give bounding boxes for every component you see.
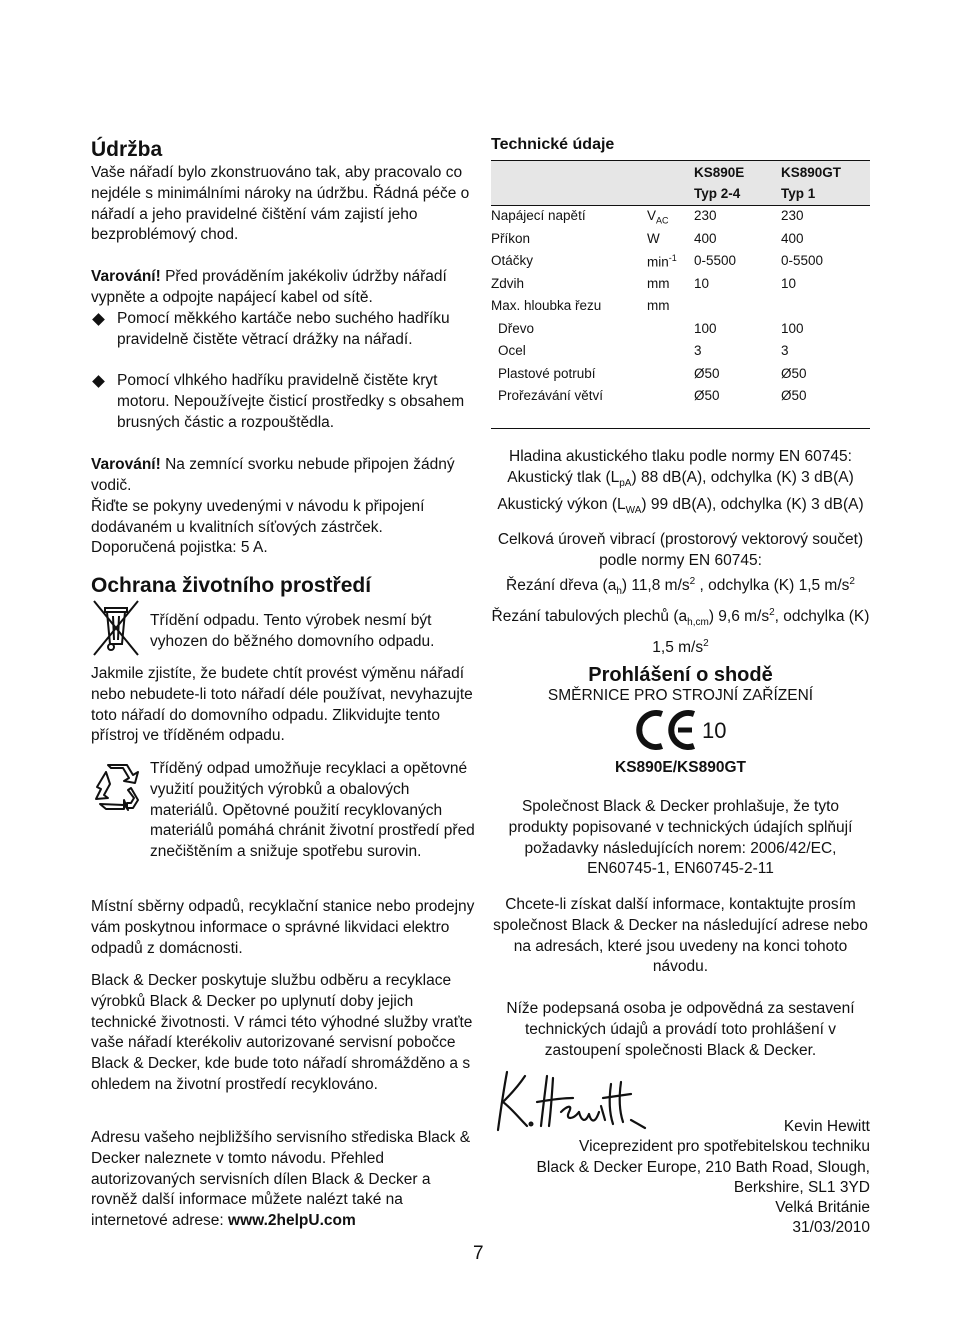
bullet-text: Pomocí vlhkého hadříku pravidelně čistěte kryt motoru. Nepoužívejte čisticí prostředky s obsahem brusných částic a rozpouštědla. [117,372,465,431]
company-city: Berkshire, SL1 3YD [733,1178,870,1196]
recycling-text: Tříděný odpad umožňuje recyklaci a opětovné využití použitých výrobků a obalových materiálů. Opětovné použití recyklovaných materiálů pomáhá chránit životní prostředí před znečištěním a snižuje spotřebu surovin. [150,760,475,861]
row-value-model2: 3 [781,343,789,358]
vibration-wood [491,572,870,603]
sound-power [491,495,870,522]
grounding-warning [91,455,476,497]
website-link[interactable]: www.2helpU.com [228,1212,356,1230]
text: , odchylka (K) 1,5 m/s [652,607,870,656]
ce-mark [636,708,736,752]
plug-instructions: Řiďte se pokyny uvedenými v návodu k připojení dodávaném u kvalitních síťových zástrček. [91,498,425,536]
declaration-date: 31/03/2010 [792,1219,870,1237]
row-label: Max. hloubka řezu [491,298,602,313]
tech-table-header [491,160,870,205]
maintenance-warning [91,267,476,309]
row-unit [647,253,677,270]
row-value-model2: Ø50 [781,388,807,403]
model-name: KS890GT [781,165,842,180]
company-country: Velká Británie [775,1199,870,1217]
row-unit: mm [647,276,670,291]
waste-separation-text: Třídění odpadu. Tento výrobek nesmí být vyhozen do běžného domovního odpadu. [150,612,435,650]
superscript: 2 [689,575,696,587]
bullet-item [91,371,476,433]
signer-name: Kevin Hewitt [783,1118,870,1135]
row-value-model2: 0-5500 [781,253,824,268]
conformity-statement: Společnost Black & Decker prohlašuje, že tyto produkty popisované v technických údajích splňují požadavky následujících norem: 2006/42/EC, EN60745-1, EN60745-2-11 [508,798,853,878]
subscript: h [616,585,622,597]
vibration-sheet [491,603,870,659]
table-row [491,253,870,275]
row-value-model1: Ø50 [694,366,720,381]
warning-text: Na zemnící svorku nebude připojen žádný vodič. [91,456,455,494]
row-value-model1: 400 [694,231,717,246]
table-row [491,208,870,230]
text: ) 9,6 m/s [708,607,770,625]
ce-year: 10 [702,718,727,743]
noise-block [491,447,870,521]
row-value-model1: 10 [694,276,710,291]
row-value-model2: Ø50 [781,366,807,381]
row-unit: mm [647,298,670,313]
vibration-standard: Celková úroveň vibrací (prostorový vektorový součet) podle normy EN 60745: [497,531,864,569]
row-unit: W [647,231,660,246]
unit-text: min [647,254,669,270]
text: Řezání tabulových plechů (a [491,607,688,625]
row-value-model2: 230 [781,208,804,223]
row-label: Prořezávání větví [498,388,604,403]
subscript: h,cm [687,616,709,628]
bullet-text: Pomocí měkkého kartáče nebo suchého hadříku pravidelně čistěte větrací drážky na nářadí. [117,310,450,348]
row-unit [647,208,669,226]
recycling-symbol-icon [91,762,143,812]
row-label: Napájecí napětí [491,208,586,223]
warning-label: Varování! [91,456,161,473]
text: ) 88 dB(A), odchylka (K) 3 dB(A) [631,468,854,486]
row-label: Zdvih [491,276,525,291]
replacement-text: Jakmile zjistíte, že budete chtít provést výměnu nářadí nebo nebudete-li toto nářadí déle používat, nevyhazujte toto nářadí do domovního odpadu. Zlikvidujte tento přístroj ve tříděném odpadu. [91,665,473,745]
sound-pressure [491,468,870,495]
bullet-item [91,309,476,351]
row-label: Plastové potrubí [498,366,596,381]
table-row [491,321,870,343]
machinery-directive: SMĚRNICE PRO STROJNÍ ZAŘÍZENÍ [547,687,814,704]
noise-standard: Hladina akustického tlaku podle normy EN 60745: [509,448,852,465]
model-type: Typ 2-4 [694,186,741,201]
ce-logo-icon [636,708,700,752]
unit-subscript: AC [656,215,669,226]
text: ) 99 dB(A), odchylka (K) 3 dB(A) [641,495,864,513]
row-value-model2: 400 [781,231,804,246]
table-row [491,298,870,320]
maintenance-title: Údržba [91,138,163,161]
table-bottom-rule [491,428,870,429]
subscript: pA [619,477,632,489]
table-header-rule [491,205,870,206]
contact-info: Chcete-li získat další informace, kontaktujte prosím společnost Black & Decker na následující adrese nebo na adresách, které jsou uvedeny na konci tohoto návodu. [493,896,868,976]
row-value-model1: 100 [694,321,717,336]
row-value-model2: 10 [781,276,797,291]
subscript: WA [625,504,642,516]
row-value-model1: 0-5500 [694,253,737,268]
table-row [491,343,870,365]
diamond-bullet-icon [92,375,105,388]
warning-label: Varování! [91,268,161,285]
superscript: 2 [703,637,709,649]
environment-title: Ochrana životního prostředí [91,574,372,597]
recycling-service-text: Black & Decker poskytuje službu odběru a recyklace výrobků Black & Decker po uplynutí doby jejich technické životnosti. V rámci této výhodné služby vraťte vaše nářadí kterékoliv autorizované servisní pobočce Black & Decker, kde bude toto nářadí shromážděno a s ohledem na životní prostředí recyklováno. [91,972,473,1093]
text: Řezání dřeva (a [506,576,617,594]
table-row [491,366,870,388]
row-value-model1: 3 [694,343,702,358]
responsible-person: Níže podepsaná osoba je odpovědná za sestavení technických údajů a provádí toto prohlášení v zastoupení společnosti Black & Decker. [506,1000,855,1059]
row-value-model1: 230 [694,208,717,223]
signer-title: Viceprezident pro spotřebitelskou techniku [579,1138,870,1156]
text: Akustický tlak (L [507,468,620,486]
text: Akustický výkon (L [497,495,626,513]
text: , odchylka (K) 1,5 m/s [695,576,850,594]
row-label: Příkon [491,231,531,246]
page-number: 7 [473,1243,484,1264]
maintenance-intro: Vaše nářadí bylo zkonstruováno tak, aby pracovalo co nejdéle s minimálními nároky na údržbu. Řádná péče o nářadí a jeho pravidelné čištění vám zajistí jeho bezproblémový chod. [91,164,470,244]
company-address: Black & Decker Europe, 210 Bath Road, Slough, [536,1158,870,1176]
vibration-block [491,530,870,658]
unit-text: V [647,208,657,223]
row-label: Ocel [498,343,526,358]
superscript: 2 [849,575,855,587]
superscript: 2 [769,606,775,618]
row-value-model1: Ø50 [694,388,720,403]
table-top-rule [491,160,870,161]
tech-data-title: Technické údaje [491,136,615,153]
row-label: Otáčky [491,253,534,268]
crossed-wheelie-bin-icon [91,598,141,658]
service-address-text [91,1128,476,1232]
address-text: Adresu vašeho nejbližšího servisního střediska Black & Decker naleznete v tomto návodu. Přehled autorizovaných servisních dílen Black & Decker a rovněž další informace můžete nalézt také na internetové adrese: [91,1129,471,1230]
local-collection-text: Místní sběrny odpadů, recyklační stanice nebo prodejny vám poskytnou informace o správné likvidaci elektro odpadů z domácnosti. [91,898,475,957]
signer-block [491,1117,870,1239]
row-value-model2: 100 [781,321,804,336]
model-type: Typ 1 [781,186,816,201]
model-name: KS890E [694,165,745,180]
fuse-recommendation: Doporučená pojistka: 5 A. [91,539,268,556]
table-row [491,231,870,253]
unit-superscript: -1 [668,253,677,263]
declared-models: KS890E/KS890GT [615,759,746,776]
declaration-title: Prohlášení o shodě [588,664,773,686]
table-row [491,276,870,298]
diamond-bullet-icon [92,313,105,326]
warning-text: Před prováděním jakékoliv údržby nářadí vypněte a odpojte napájecí kabel od sítě. [91,268,447,306]
table-row [491,388,870,410]
row-label: Dřevo [498,321,535,336]
text: ) 11,8 m/s [621,576,690,594]
